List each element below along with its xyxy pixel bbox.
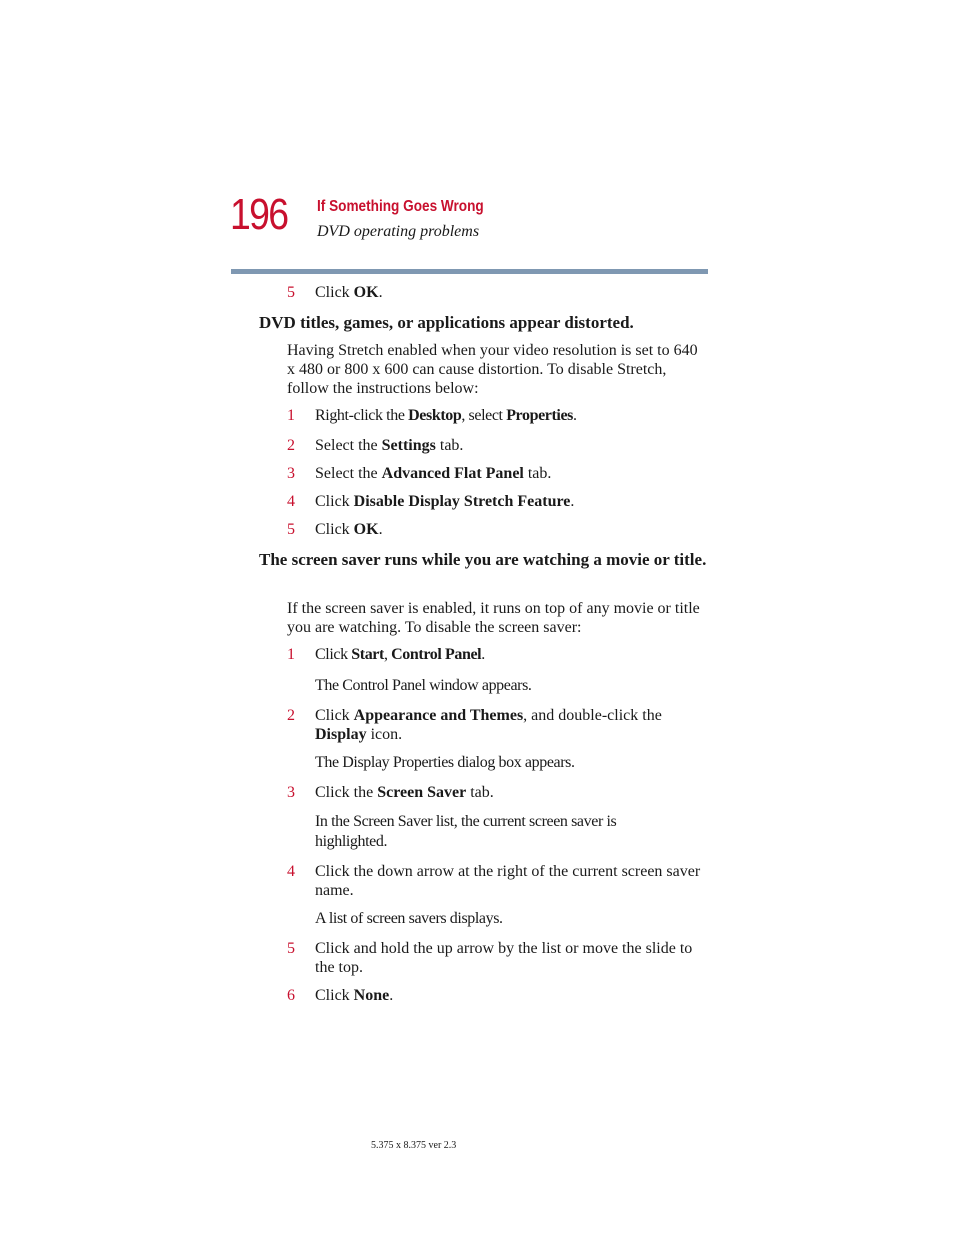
step-number: 2 (287, 707, 295, 724)
page-number: 196 (230, 190, 288, 239)
step-number: 5 (287, 521, 295, 538)
step-text: Select the Settings tab. (315, 437, 464, 454)
step-number: 4 (287, 863, 295, 880)
section-heading: The screen saver runs while you are watching a movie or title. (259, 550, 707, 569)
step-result: A list of screen savers displays. (315, 910, 503, 927)
step-text: Click Start, Control Panel. (315, 646, 485, 663)
step-text: Click the Screen Saver tab. (315, 784, 494, 801)
step-text: Right-click the Desktop, select Properties. (315, 407, 577, 424)
chapter-title: If Something Goes Wrong (317, 198, 484, 215)
step-number: 3 (287, 465, 295, 482)
step-text: Select the Advanced Flat Panel tab. (315, 465, 552, 482)
step-number: 5 (287, 940, 295, 957)
step-text: Click the down arrow at the right of the current screen saver name. (315, 863, 701, 899)
step-number: 3 (287, 784, 295, 801)
section-heading: DVD titles, games, or applications appear distorted. (259, 313, 634, 332)
footer-version: 5.375 x 8.375 ver 2.3 (371, 1140, 457, 1151)
step-result: In the Screen Saver list, the current screen saver is highlighted. (315, 813, 617, 850)
header-rule (231, 269, 708, 274)
step-number: 1 (287, 646, 295, 663)
step-text: Click Appearance and Themes, and double-click the Display icon. (315, 707, 662, 743)
section-title: DVD operating problems (317, 223, 480, 240)
step-number: 4 (287, 493, 295, 510)
step-text: Click OK. (315, 284, 383, 301)
step-number: 5 (287, 284, 295, 301)
step-text: Click OK. (315, 521, 383, 538)
step-text: Click Disable Display Stretch Feature. (315, 493, 575, 510)
step-result: The Control Panel window appears. (315, 677, 532, 694)
step-number: 1 (287, 407, 295, 424)
step-result: The Display Properties dialog box appears. (315, 754, 575, 771)
intro-paragraph: Having Stretch enabled when your video resolution is set to 640 x 480 or 800 x 600 can cause distortion. To disable Stretch, follow the instructions below: (287, 342, 698, 397)
step-text: Click None. (315, 987, 394, 1004)
step-text: Click and hold the up arrow by the list or move the slide to the top. (315, 940, 693, 976)
intro-paragraph: If the screen saver is enabled, it runs on top of any movie or title you are watching. To disable the screen saver: (287, 600, 700, 636)
step-number: 6 (287, 987, 295, 1004)
step-number: 2 (287, 437, 295, 454)
